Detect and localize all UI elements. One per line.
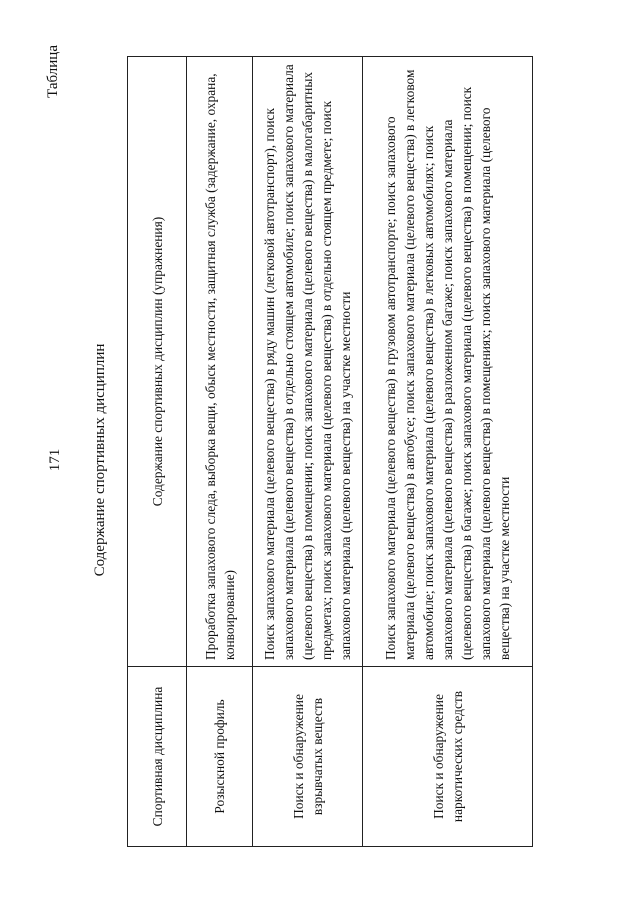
discipline-cell: Розыскной профиль xyxy=(187,667,253,847)
content-cell: Поиск запахового материала (целевого вещества) в грузовом автотранспорте; поиск запахового материала (целевого вещества) в автобусе; поиск запахового материала (целевого вещества) в легковом автомобиле; поиск запахового материала (целевого вещества) в легковых автомобилях; поиск запахового материала (целевого вещества) в разложенном багаже; поиск запахового материала (целевого вещества) в багаже; поиск запахового материала (целевого вещества) в помещении; поиск запахового материала (целевого вещества) в помещениях; поиск запахового материала (целевого вещества) на участке местности xyxy=(363,57,533,667)
disciplines-table-wrapper xyxy=(127,57,533,847)
table-label: Таблица xyxy=(45,45,61,98)
content-cell: Проработка запахового следа, выборка вещи, обыск местности, защитная служба (задержание, охрана, конвоирование) xyxy=(187,57,253,667)
table-row xyxy=(253,57,363,847)
discipline-cell: Поиск и обнаружение наркотических средств xyxy=(363,667,533,847)
table-title: Содержание спортивных дисциплин xyxy=(92,343,108,577)
page-number: 171 xyxy=(47,448,63,472)
discipline-cell: Поиск и обнаружение взрывчатых веществ xyxy=(253,667,363,847)
column-header-discipline: Спортивная дисциплина xyxy=(128,667,187,847)
table-row xyxy=(187,57,253,847)
column-header-content: Содержание спортивных дисциплин (упражнения) xyxy=(128,57,187,667)
disciplines-table xyxy=(127,56,533,847)
table-header-row xyxy=(128,57,187,847)
content-cell: Поиск запахового материала (целевого вещества) в ряду машин (легковой автотранспорт), поиск запахового материала (целевого вещества) в отдельно стоящем автомобиле; поиск запахового материала (целевого вещества) в помещении; поиск запахового материала (целевого вещества) в малогабаритных предметах; поиск запахового материала (целевого вещества) в отдельно стоящем предмете; поиск запахового материала (целевого вещества) на участке местности xyxy=(253,57,363,667)
table-row xyxy=(363,57,533,847)
rotated-landscape-content xyxy=(45,45,615,875)
